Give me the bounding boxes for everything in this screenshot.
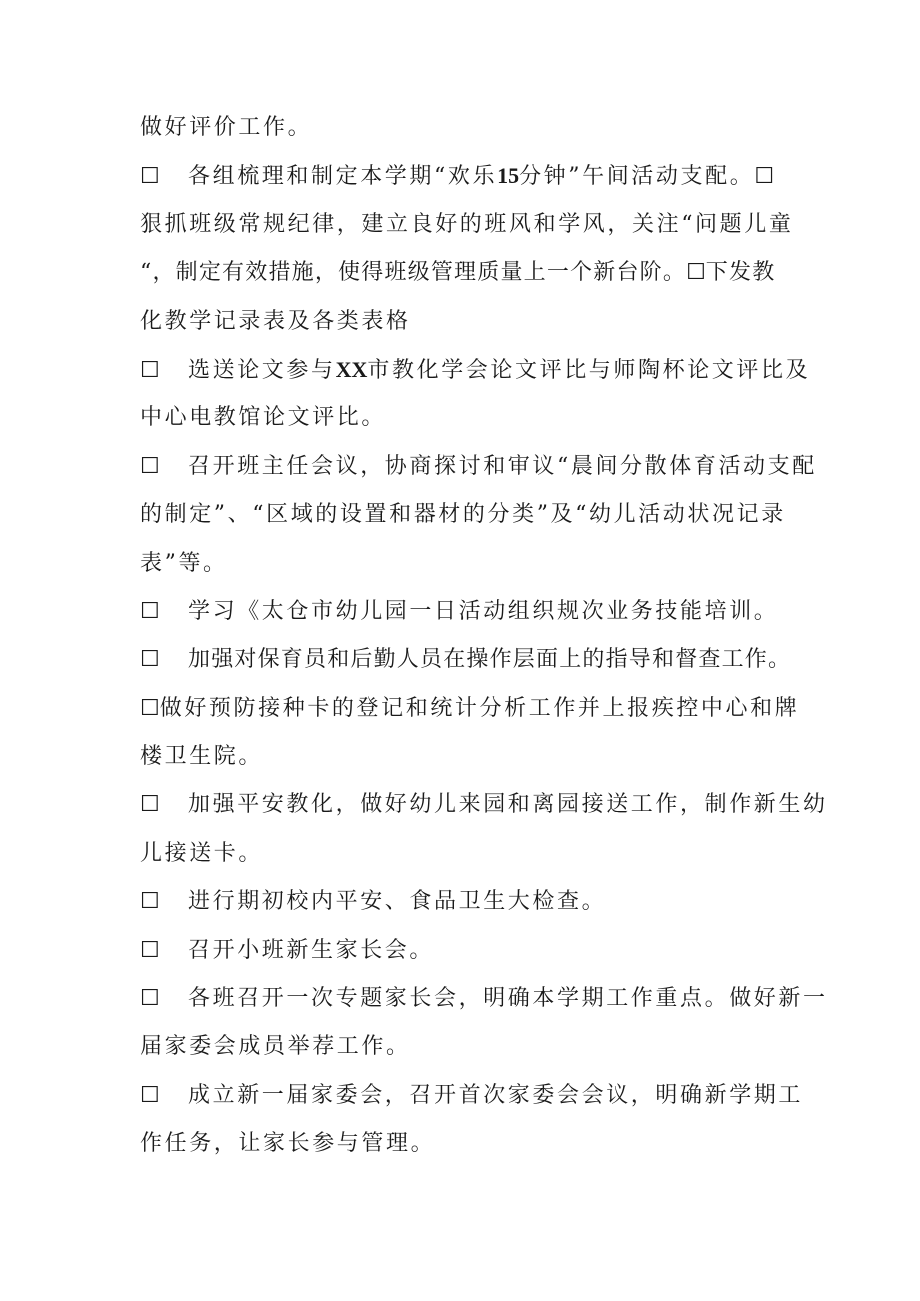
text-line: 中心电教馆论文评比。 — [140, 405, 387, 431]
text-line: 表”等。 — [140, 550, 228, 576]
checkbox-icon: ☐ — [140, 937, 160, 963]
text-line: 儿接送卡。 — [140, 840, 264, 866]
list-item: ☐ 加强平安教化，做好幼儿来园和离园接送工作，制作新生幼 — [140, 781, 790, 829]
checkbox-icon: ☐ — [140, 647, 160, 673]
list-item: ☐ 各组梳理和制定本学期“欢乐15分钟”午间活动支配。☐ — [140, 152, 790, 200]
list-item: ☐ 召开班主任会议，协商探讨和审议“晨间分散体育活动支配 — [140, 443, 790, 491]
checkbox-icon: ☐ — [754, 164, 775, 190]
text-line: 作任务，让家长参与管理。 — [140, 1131, 436, 1157]
checkbox-icon: ☐ — [140, 1082, 160, 1108]
text-line: “，制定有效措施，使得班级管理质量上一个新台阶。☐下发教 — [140, 260, 776, 286]
list-item: ☐ 召开小班新生家长会。 — [140, 927, 790, 975]
text-line: ☐做好预防接种卡的登记和统计分析工作并上报疾控中心和牌 — [140, 695, 800, 721]
list-item: ☐ 学习《太仓市幼儿园一日活动组织规次业务技能培训。 — [140, 588, 790, 636]
text-line: 做好评价工作。 — [140, 115, 313, 140]
text-line: 楼卫生院。 — [140, 744, 264, 770]
checkbox-icon: ☐ — [140, 598, 160, 624]
list-item: ☐ 进行期初校内平安、食品卫生大检查。 — [140, 878, 790, 926]
checkbox-icon: ☐ — [140, 695, 160, 721]
document-page — [140, 104, 828, 1169]
list-item: ☐ 成立新一届家委会，召开首次家委会会议，明确新学期工 — [140, 1072, 790, 1120]
checkbox-icon: ☐ — [140, 164, 160, 190]
list-item: ☐ 各班召开一次专题家长会，明确本学期工作重点。做好新一 — [140, 975, 790, 1023]
text-line: 届家委会成员举荐工作。 — [140, 1034, 411, 1060]
text-line: 化教学记录表及各类表格 — [140, 308, 411, 334]
checkbox-icon: ☐ — [140, 889, 160, 915]
checkbox-icon: ☐ — [140, 357, 160, 383]
text-line: 狠抓班级常规纪律，建立良好的班风和学风，关注“问题儿童 — [140, 211, 794, 237]
checkbox-icon: ☐ — [686, 260, 706, 286]
checkbox-icon: ☐ — [140, 792, 160, 818]
list-item: ☐ 加强对保育员和后勤人员在操作层面上的指导和督查工作。 — [140, 636, 790, 684]
list-item: ☐ 选送论文参与XX市教化学会论文评比与师陶杯论文评比及 — [140, 346, 790, 394]
checkbox-icon: ☐ — [140, 986, 160, 1012]
text-line: 的制定”、“区域的设置和器材的分类”及“幼儿活动状况记录 — [140, 502, 786, 528]
checkbox-icon: ☐ — [140, 453, 160, 479]
